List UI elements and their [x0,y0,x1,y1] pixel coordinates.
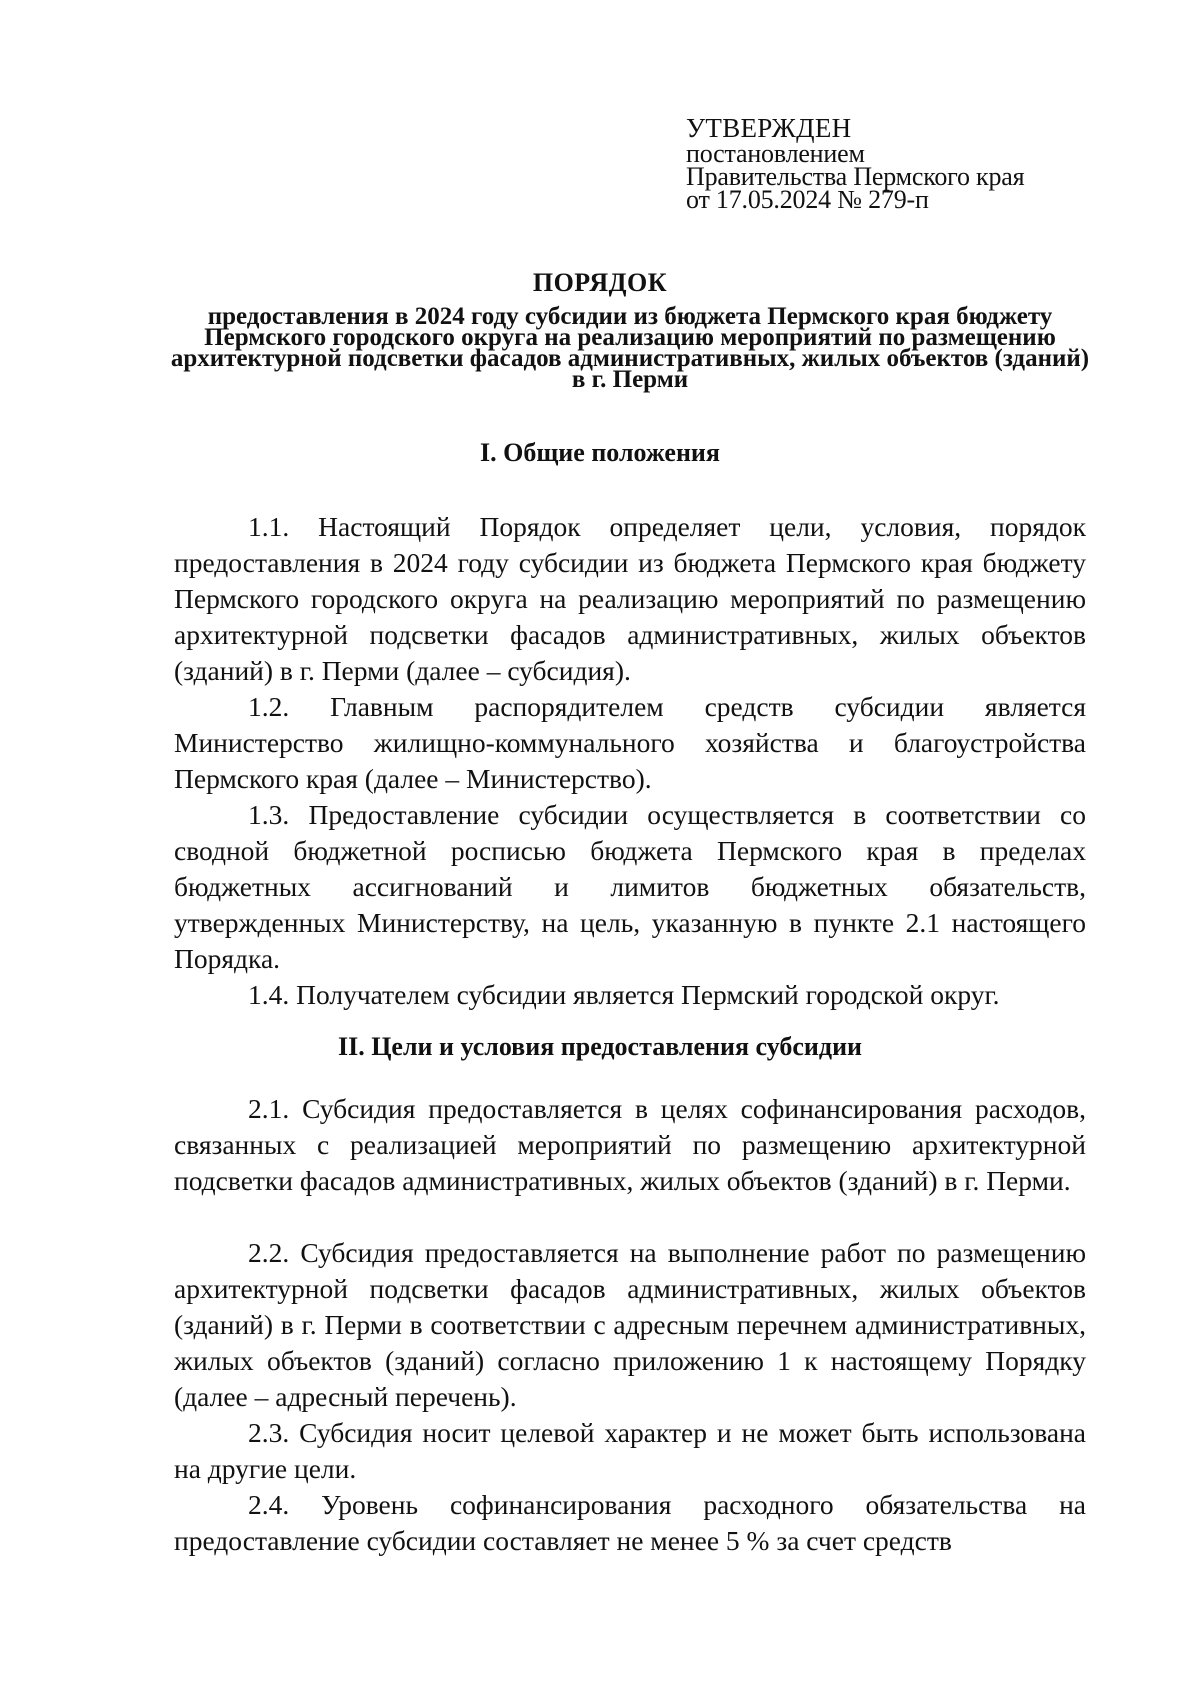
paragraph-2-4: 2.4. Уровень софинансирования расходного обязательства на предоставление субсидии составляет не менее 5 % за счет средств [174,1489,1086,1556]
approval-line: постановлением [686,139,865,168]
document-title: ПОРЯДОК [532,268,668,297]
section-heading: I. Общие положения [480,438,720,467]
paragraph-2-3: 2.3. Субсидия носит целевой характер и не может быть использована на другие цели. [174,1417,1086,1484]
section-heading: II. Цели и условия предоставления субсидии [337,1032,863,1061]
paragraph-1-1: 1.1. Настоящий Порядок определяет цели, условия, порядок предоставления в 2024 году субсидии из бюджета Пермского края бюджету Пермского городского округа на реализацию мероприятий по размещению архитектурной подсветки фасадов административных, жилых объектов (зданий) в г. Перми (далее – субсидия). [174,511,1086,686]
approval-date-number: от 17.05.2024 № 279-п [686,185,929,214]
paragraph-1-3: 1.3. Предоставление субсидии осуществляется в соответствии со сводной бюджетной росписью бюджета Пермского края в пределах бюджетных ассигнований и лимитов бюджетных обязательств, утвержденных Министерству, на цель, указанную в пункте 2.1 настоящего Порядка. [174,799,1086,974]
approval-stamp [686,113,1025,214]
paragraph-2-1: 2.1. Субсидия предоставляется в целях софинансирования расходов, связанных с реализацией мероприятий по размещению архитектурной подсветки фасадов административных, жилых объектов (зданий) в г. Перми. [174,1093,1086,1196]
paragraph-1-2: 1.2. Главным распорядителем средств субсидии является Министерство жилищно-коммунального хозяйства и благоустройства Пермского края (далее – Министерство). [174,691,1086,794]
paragraph-1-4: 1.4. Получателем субсидии является Пермский городской округ. [248,979,1000,1010]
approval-line: Правительства Пермского края [686,162,1025,191]
paragraph-2-2: 2.2. Субсидия предоставляется на выполнение работ по размещению архитектурной подсветки фасадов административных, жилых объектов (зданий) в г. Перми в соответствии с адресным перечнем административных, жилых объектов (зданий) согласно приложению 1 к настоящему Порядку (далее – адресный перечень). [174,1237,1086,1412]
document-subtitle: предоставления в 2024 году субсидии из бюджета Пермского края бюджету Пермского городского округа на реализацию мероприятий по размещению архитектурной подсветки фасадов административных, жилых объектов (зданий) в г. Перми [170,303,1090,393]
approval-heading: УТВЕРЖДЕН [686,113,852,143]
